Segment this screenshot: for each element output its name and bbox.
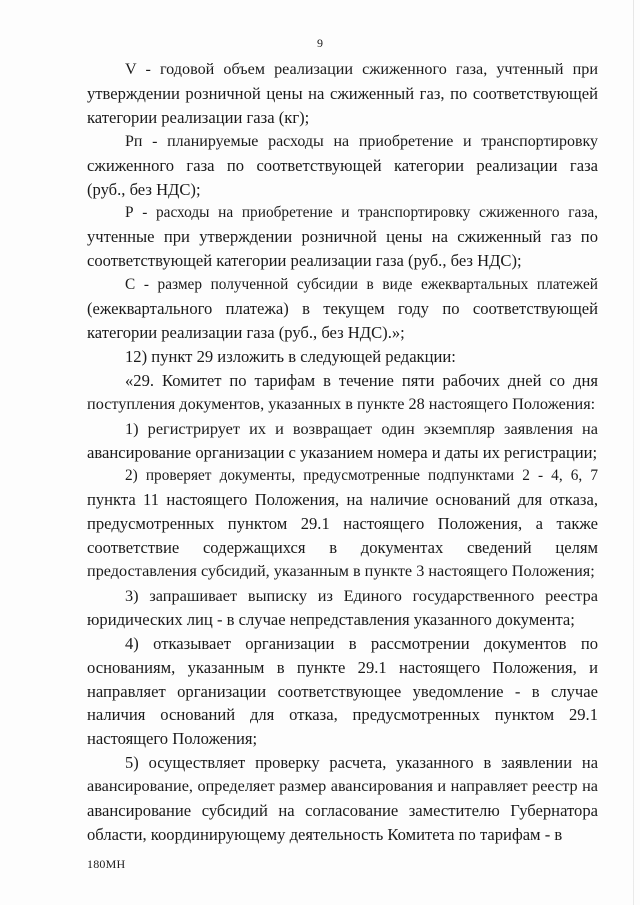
text-line: пункта 11 настоящего Положения, на наличие оснований для отказа, bbox=[87, 490, 598, 510]
text-line: соответствующей категории реализации газа (руб., без НДС); bbox=[87, 251, 522, 271]
text-line: «29. Комитет по тарифам в течение пяти рабочих дней со дня bbox=[125, 370, 598, 390]
paragraph bbox=[87, 201, 598, 273]
text-line: категории реализации газа (кг); bbox=[87, 107, 310, 127]
paragraph bbox=[87, 632, 598, 752]
text-line: утверждении розничной цены на сжиженный газ, по соответствующей bbox=[87, 83, 598, 103]
text-line: предусмотренных пунктом 29.1 настоящего Положения, а также bbox=[87, 514, 598, 534]
text-line: соответствие содержащихся в документах сведений целям bbox=[87, 538, 598, 558]
text-line: 5) осуществляет проверку расчета, указанного в заявлении на bbox=[125, 753, 598, 773]
document-footer-code: 180МН bbox=[87, 857, 126, 871]
text-line: категории реализации газа (руб., без НДС).»; bbox=[87, 322, 405, 342]
paragraph bbox=[87, 273, 598, 345]
page-number: 9 bbox=[317, 36, 323, 50]
document-body bbox=[87, 58, 598, 847]
text-line: (руб., без НДС); bbox=[87, 179, 201, 199]
text-line: направляет организации соответствующее уведомление - в случае bbox=[87, 681, 598, 701]
paragraph bbox=[87, 345, 598, 369]
text-line: учтенные при утверждении розничной цены на сжиженный газ по bbox=[87, 227, 598, 247]
text-line: юридических лиц - в случае непредставления указанного документа; bbox=[87, 609, 575, 629]
text-line: 1) регистрирует их и возвращает один экземпляр заявления на bbox=[125, 418, 598, 438]
text-line: области, координирующему деятельность Комитета по тарифам - в bbox=[87, 825, 563, 844]
text-line: 12) пункт 29 изложить в следующей редакции: bbox=[125, 346, 456, 366]
scan-edge bbox=[633, 0, 634, 905]
text-line: (ежеквартального платежа) в текущем году по соответствующей bbox=[87, 299, 598, 319]
paragraph bbox=[87, 584, 598, 632]
paragraph bbox=[87, 130, 598, 202]
text-line: сжиженного газа по соответствующей категории реализации газа bbox=[87, 155, 598, 175]
text-line: С - размер полученной субсидии в виде ежеквартальных платежей bbox=[125, 276, 598, 294]
paragraph bbox=[87, 464, 598, 584]
text-line: Р - расходы на приобретение и транспортировку сжиженного газа, bbox=[125, 204, 598, 222]
text-line: поступления документов, указанных в пункте 28 настоящего Положения: bbox=[87, 394, 596, 413]
paragraph bbox=[87, 751, 598, 847]
text-line: наличия оснований для отказа, предусмотренных пунктом 29.1 bbox=[87, 705, 598, 725]
paragraph bbox=[87, 417, 598, 465]
text-line: авансирование, определяет размер авансирования и направляет реестр на bbox=[87, 777, 598, 796]
text-line: авансирование организации с указанием номера и даты их регистрации; bbox=[87, 442, 598, 462]
text-line: основаниям, указанным в пункте 29.1 настоящего Положения, и bbox=[87, 657, 598, 677]
text-line: 2) проверяет документы, предусмотренные подпунктами 2 - 4, 6, 7 bbox=[125, 467, 598, 485]
text-line: Рп - планируемые расходы на приобретение и транспортировку bbox=[125, 132, 598, 150]
text-line: настоящего Положения; bbox=[87, 729, 258, 749]
text-line: предоставления субсидий, указанным в пункте 3 настоящего Положения; bbox=[87, 562, 595, 581]
text-line: V - годовой объем реализации сжиженного газа, учтенный при bbox=[125, 61, 598, 78]
text-line: 4) отказывает организации в рассмотрении документов по bbox=[125, 633, 598, 653]
paragraph bbox=[87, 58, 598, 130]
text-line: 3) запрашивает выписку из Единого государственного реестра bbox=[125, 585, 598, 605]
text-line: авансирование субсидий на согласование заместителю Губернатора bbox=[87, 801, 598, 821]
paragraph bbox=[87, 369, 598, 417]
